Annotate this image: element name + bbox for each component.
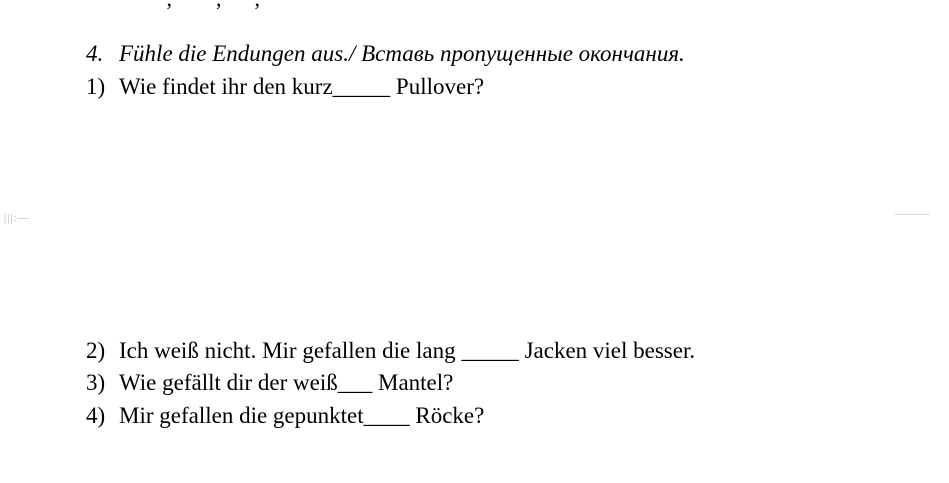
exercise-text: Mir gefallen die gepunktet____ Röcke? (119, 403, 485, 428)
exercise-number: 4) (86, 403, 106, 428)
exercise-text: Ich weiß nicht. Mir gefallen die lang _____ Jacken viel besser. (119, 338, 696, 363)
exercise-item (86, 338, 695, 364)
exercise-text: Wie gefällt dir der weiß___ Mantel? (119, 370, 454, 395)
exercise-item (86, 370, 453, 396)
exercise-text: Wie findet ihr den kurz_____ Pullover? (119, 74, 485, 99)
left-margin-mark: |||:— (4, 212, 30, 224)
task-heading-text: Fühle die Endungen aus./ Вставь пропущенные окончания. (119, 41, 685, 66)
exercise-number: 3) (86, 370, 106, 395)
right-margin-mark: ——— (895, 208, 931, 220)
exercise-item (86, 74, 484, 100)
exercise-item (86, 403, 484, 429)
exercise-number: 1) (86, 74, 106, 99)
task-heading (86, 41, 685, 67)
task-number: 4. (86, 41, 104, 66)
cut-off-text-top (150, 0, 260, 12)
exercise-number: 2) (86, 338, 106, 363)
